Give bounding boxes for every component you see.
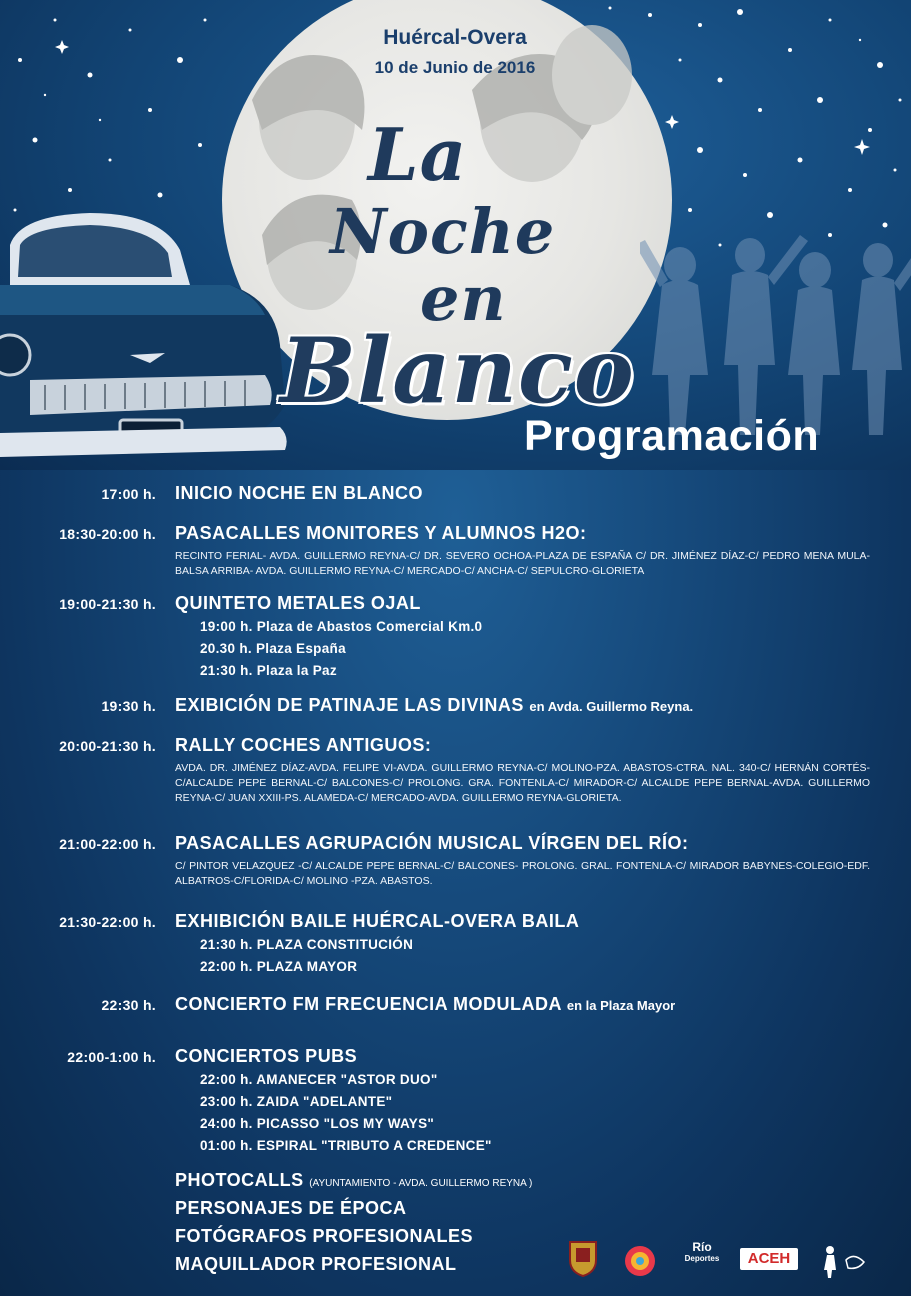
- event-date: 10 de Junio de 2016: [374, 58, 536, 77]
- deportes-logo-text: Deportes: [684, 1254, 720, 1263]
- event-title-main: EXIBICIÓN DE PATINAJE LAS DIVINAS: [175, 695, 524, 715]
- event-time: 18:30-20:00 h.: [59, 526, 156, 542]
- event-time: 21:30-22:00 h.: [59, 914, 156, 930]
- event-time: 17:00 h.: [101, 486, 156, 502]
- section-title: Programación: [524, 412, 820, 460]
- event-title: CONCIERTOS PUBS: [175, 1046, 358, 1066]
- title-word-en: en: [420, 262, 507, 335]
- title-word-noche: Noche: [330, 195, 556, 268]
- event-time: 22:30 h.: [101, 997, 156, 1013]
- dancer-school-logo: [818, 1240, 870, 1280]
- extra-note: (AYUNTAMIENTO - AVDA. GUILLERMO REYNA ): [309, 1178, 533, 1189]
- event-subitem: 21:30 h. Plaza la Paz: [200, 663, 337, 678]
- event-title: PASACALLES MONITORES Y ALUMNOS H2O:: [175, 523, 587, 543]
- event-subitem: 22:00 h. PLAZA MAYOR: [200, 959, 358, 974]
- event-title-suffix: en la Plaza Mayor: [566, 998, 676, 1013]
- aceh-logo-text: ACEH: [747, 1250, 791, 1267]
- extra-maquillador: MAQUILLADOR PROFESIONAL: [175, 1254, 457, 1274]
- event-title-main: CONCIERTO FM FRECUENCIA MODULADA: [175, 994, 562, 1014]
- event-subitem: 01:00 h. ESPIRAL "TRIBUTO A CREDENCE": [200, 1138, 492, 1153]
- event-subitem: 21:30 h. PLAZA CONSTITUCIÓN: [200, 937, 414, 952]
- event-time: 19:00-21:30 h.: [59, 596, 156, 612]
- title-word-la: La: [368, 112, 468, 197]
- event-route: C/ PINTOR VELAZQUEZ -C/ ALCALDE PEPE BERNAL-C/ BALCONES- PROLONG. GRAL. FONTENLA-C/ MIRADOR BABYNES-COLEGIO-EDF. ALBATROS-C/FLORIDA-C/ MOLINO -PZA. ABASTOS.: [175, 860, 870, 887]
- event-subitem: 22:00 h. AMANECER "ASTOR DUO": [200, 1072, 438, 1087]
- event-subitem: 24:00 h. PICASSO "LOS MY WAYS": [200, 1116, 435, 1131]
- event-time: 22:00-1:00 h.: [67, 1049, 156, 1065]
- event-time: 20:00-21:30 h.: [59, 738, 156, 754]
- event-subitem: 23:00 h. ZAIDA "ADELANTE": [200, 1094, 393, 1109]
- classic-car-illustration: [0, 205, 300, 470]
- event-subitem: 19:00 h. Plaza de Abastos Comercial Km.0: [200, 619, 483, 634]
- extra-personajes: PERSONAJES DE ÉPOCA: [175, 1198, 407, 1218]
- deportes-logo: [680, 1240, 724, 1276]
- coat-of-arms-logo: [566, 1238, 600, 1278]
- deportes-logo-rio: Río: [692, 1240, 712, 1254]
- event-title: [175, 994, 675, 1015]
- event-title: EXHIBICIÓN BAILE HUÉRCAL-OVERA BAILA: [175, 911, 580, 931]
- title-word-blanco: Blanco: [280, 318, 635, 424]
- event-route: AVDA. DR. JIMÉNEZ DÍAZ-AVDA. FELIPE VI-AVDA. GUILLERMO REYNA-C/ MOLINO-PZA. ABASTOS-CTRA. NAL. 340-C/ HERNÁN CORTÉS-C/ALCALDE PEPE BERNAL-C/ BALCONES-C/ PROLONG. GRA. FONTENLA-C/ MIRADOR-C/ ALCALDE PEPE BERNAL-AVDA. GUILLERMO REYNA-C/ JUAN XXIII-PS. ALAMEDA-C/ MERCADO-AVDA. GUILLERMO REYNA-GLORIETA.: [175, 762, 870, 804]
- event-title: INICIO NOCHE EN BLANCO: [175, 483, 424, 503]
- event-time: 19:30 h.: [101, 698, 156, 714]
- extra-fotografos: FOTÓGRAFOS PROFESIONALES: [175, 1226, 474, 1246]
- header-artwork: [0, 0, 911, 470]
- event-location: Huércal-Overa: [383, 26, 527, 49]
- event-title: PASACALLES AGRUPACIÓN MUSICAL VÍRGEN DEL RÍO:: [175, 833, 689, 853]
- event-time: 21:00-22:00 h.: [59, 836, 156, 852]
- event-title: [175, 695, 693, 716]
- dancers-silhouette: [640, 225, 911, 435]
- aceh-logo: [740, 1248, 798, 1270]
- event-title-suffix: en Avda. Guillermo Reyna.: [529, 699, 694, 714]
- event-route: RECINTO FERIAL- AVDA. GUILLERMO REYNA-C/ DR. SEVERO OCHOA-PLAZA DE ESPAÑA C/ DR. JIMÉNEZ DÍAZ-C/ PEDRO MENA MULA-BALSA ARRIBA- AVDA. GUILLERMO REYNA-C/ MERCADO-C/ ANCHA-C/ SEPULCRO-GLORIETA: [175, 550, 870, 577]
- extra-label: PHOTOCALLS: [175, 1170, 304, 1190]
- extra-photocalls: [175, 1170, 532, 1191]
- event-subitem: 20.30 h. Plaza España: [200, 641, 346, 656]
- event-title: QUINTETO METALES OJAL: [175, 593, 421, 613]
- event-title: RALLY COCHES ANTIGUOS:: [175, 735, 432, 755]
- comercio-logo: [622, 1244, 658, 1278]
